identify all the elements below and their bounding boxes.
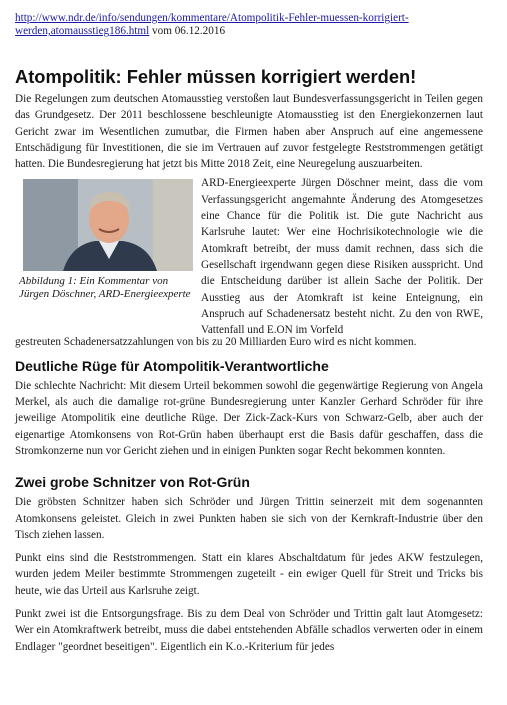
section-paragraph: Die schlechte Nachricht: Mit diesem Urteil bekommen sowohl die gegenwärtige Regierung von Angela Merkel, als auch die damalige rot-grüne Bundesregierung unter Kanzler Gerhard Schröder für ihre jeweilige Atompolitik eine deutliche Rüge. Der Zick-Zack-Kurs von Schwarz-Gelb, aber auch der eigenartige Atomkonsens von Rot-Grün haben überhaupt erst die Basis dafür geschaffen, dass die Stromkonzerne nun vor Gericht ziehen und in einigen Punkten sogar Recht bekommen konnten.: [15, 379, 483, 457]
section-paragraph: Punkt zwei ist die Entsorgungsfrage. Bis zu dem Deal von Schröder und Trittin galt laut Atomgesetz: Wer ein Atomkraftwerk betreibt, muss die dabei entstehenden Abfälle schadlos verwerten oder in einem Endlager "geordnet beseitigen". Eigentlich ein K.o.-Kriterium für jedes: [15, 608, 483, 653]
after-figure-line: gestreuten Schadenersatzzahlungen von bis zu 20 Milliarden Euro wird es nicht kommen.: [15, 336, 417, 349]
portrait-photo: [23, 179, 193, 271]
source-url-link[interactable]: http://www.ndr.de/info/sendungen/kommentare/Atompolitik-Fehler-muessen-korrigiert-werden,atomausstieg186.html: [15, 12, 409, 37]
figure-block: [15, 177, 483, 337]
figure-caption: Abbildung 1: Ein Kommentar von Jürgen Döschner, ARD-Energieexperte: [19, 275, 191, 300]
source-date: vom 06.12.2016: [152, 25, 226, 37]
lead-paragraph: Die Regelungen zum deutschen Atomausstieg verstoßen laut Bundesverfassungsgericht in Teilen gegen das Grundgesetz. Der 2011 beschlossene beschleunigte Atomausstieg ist den Energiekonzernen laut Gericht zwar im Wesentlichen zumutbar, die Firmen haben aber Anspruch auf eine angemessene Entschädigung für Investitionen, die sie im Vertrauen auf zuvor festgelegte Reststrommengen getätigt hatten. Die Bundesregierung hat jetzt bis Mitte 2018 Zeit, eine Neuregelung auszuarbeiten.: [15, 93, 483, 171]
portrait-illustration: [23, 179, 193, 271]
article-title: Atompolitik: Fehler müssen korrigiert werden!: [15, 66, 417, 87]
document-page: [15, 12, 483, 655]
beside-figure-paragraph: ARD-Energieexperte Jürgen Döschner meint, dass die vom Verfassungsgericht angemahnte Änderung des Atomgesetzes eine Chance für die Politik ist. Die gute Nachricht aus Karlsruhe lautet: Wer eine Hochrisikotechnologie wie die Atomkraft betreibt, der muss damit rechnen, dass sich die Gesellschaft irgendwann gegen diese Risiken ausspricht. Und die Entscheidung darüber ist allein Sache der Politik. Der Ausstieg aus der Atomkraft ist keine Enteignung, ein Anspruch auf Schadenersatz besteht nicht. Zu den von RWE, Vattenfall und E.ON im Vorfeld: [201, 177, 483, 337]
section-heading-ruege: Deutliche Rüge für Atompolitik-Verantwortliche: [15, 357, 329, 374]
section-heading-schnitzer: Zwei grobe Schnitzer von Rot-Grün: [15, 474, 250, 491]
source-line: [15, 12, 483, 38]
section-paragraph: Punkt eins sind die Reststrommengen. Statt ein klares Abschaltdatum für jedes AKW festzulegen, wurden jedem Meiler bestimmte Strommengen zugeteilt - ein ewiger Quell für Streit und Tricks bis heute, wie das Urteil aus Karlsruhe zeigt.: [15, 552, 483, 597]
section-paragraph: Die gröbsten Schnitzer haben sich Schröder und Jürgen Trittin seinerzeit mit dem sogenannten Atomkonsens geleistet. Gleich in zwei Punkten haben sie sich von der Kernkraft-Industrie über den Tisch ziehen lassen.: [15, 496, 483, 541]
